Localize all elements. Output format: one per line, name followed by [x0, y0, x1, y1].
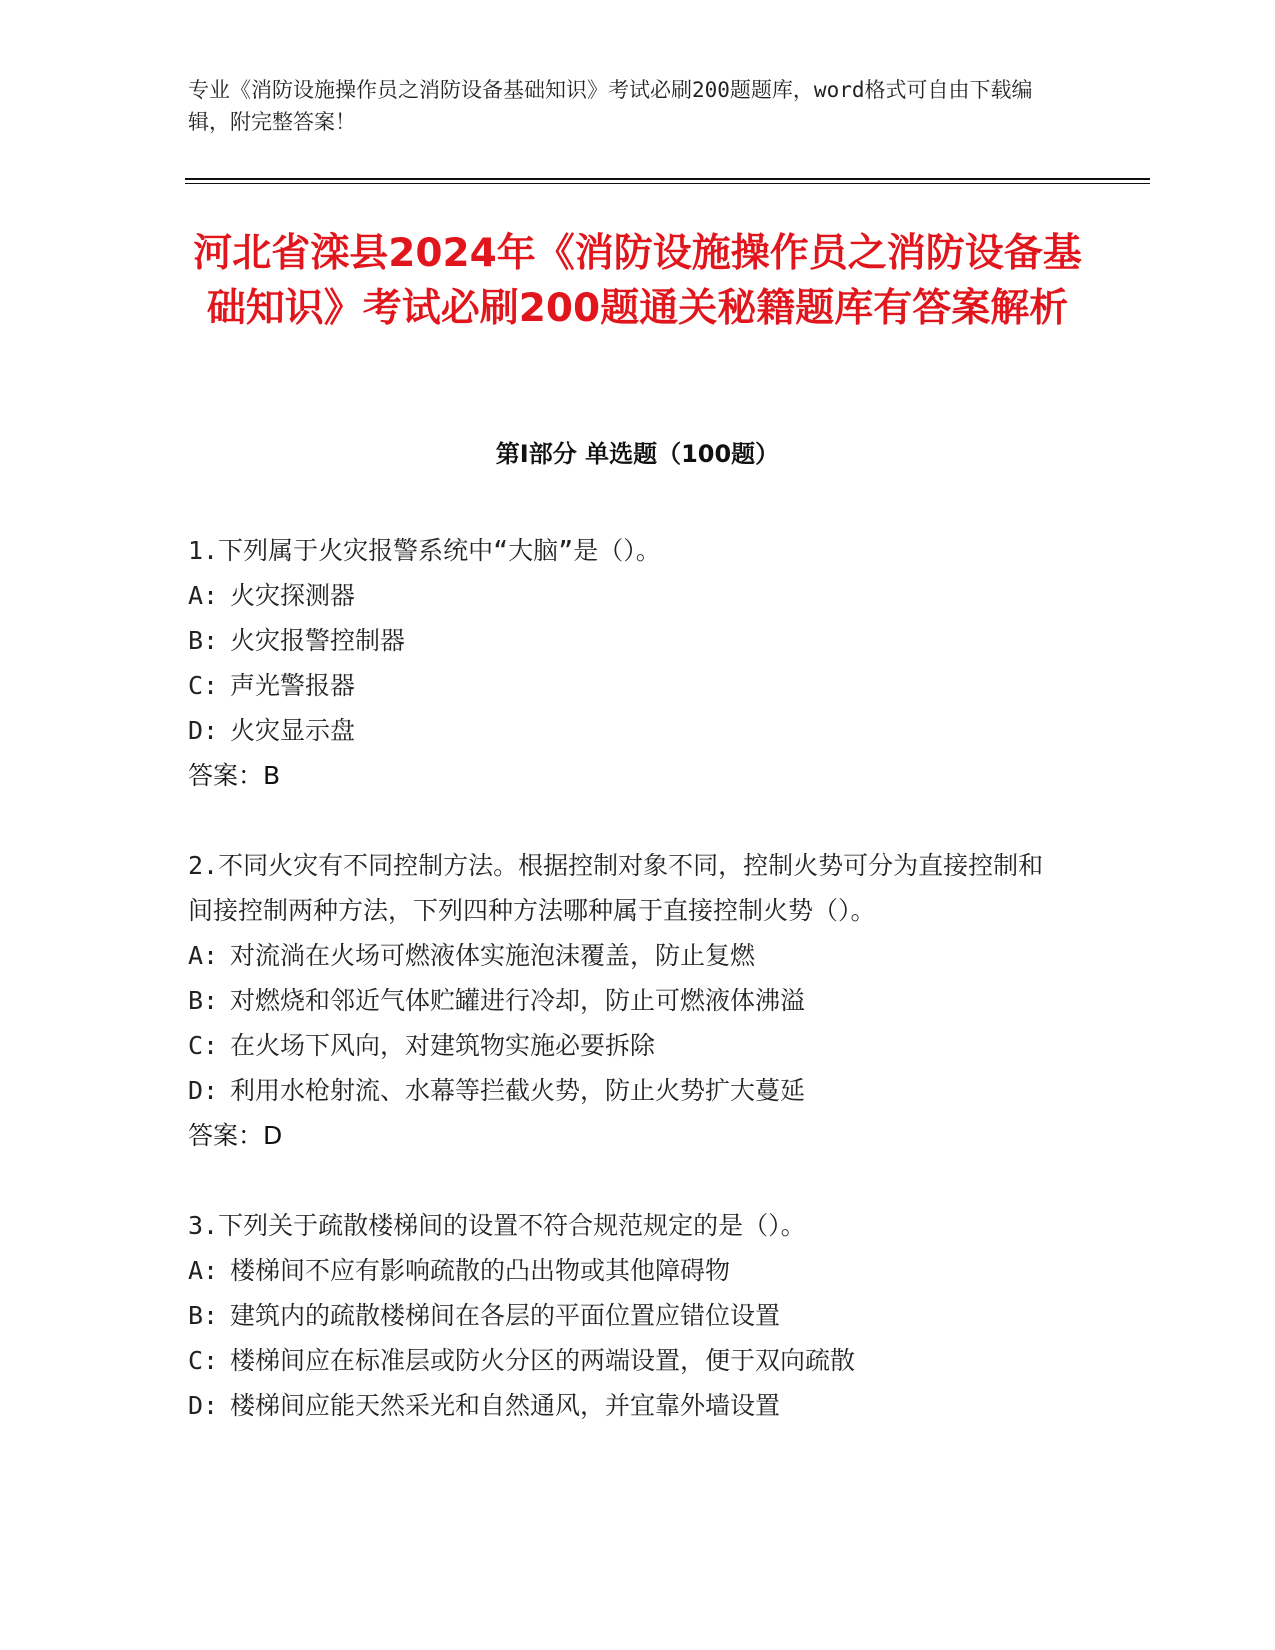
option-text: 火灾探测器	[230, 581, 356, 610]
option-b	[188, 978, 1068, 1023]
question-stem: 1.下列属于火灾报警系统中“大脑”是（）。	[188, 536, 661, 565]
header-divider-thin	[185, 183, 1150, 184]
option-text: 楼梯间应能天然采光和自然通风，并宜靠外墙设置	[230, 1391, 781, 1420]
option-text: 利用水枪射流、水幕等拦截火势，防止火势扩大蔓延	[230, 1076, 806, 1105]
option-a	[188, 1248, 1068, 1293]
option-text: 楼梯间不应有影响疏散的凸出物或其他障碍物	[230, 1256, 731, 1285]
header-note: 专业《消防设施操作员之消防设备基础知识》考试必刷200题题库，word格式可自由下载编辑，附完整答案！	[188, 78, 1033, 134]
section-title: 第Ⅰ部分 单选题（100题）	[495, 440, 780, 468]
option-a	[188, 573, 1068, 618]
option-letter: C:	[188, 671, 219, 700]
answer-line: 答案：D	[188, 1121, 283, 1150]
option-letter: A:	[188, 581, 219, 610]
question-stem: 3.下列关于疏散楼梯间的设置不符合规范规定的是（）。	[188, 1211, 806, 1240]
option-c	[188, 1338, 1068, 1383]
option-text: 楼梯间应在标准层或防火分区的两端设置，便于双向疏散	[230, 1346, 856, 1375]
option-letter: D:	[188, 1391, 219, 1420]
option-text: 对燃烧和邻近气体贮罐进行冷却，防止可燃液体沸溢	[230, 986, 806, 1015]
option-a	[188, 933, 1068, 978]
option-letter: B:	[188, 986, 219, 1015]
question-2	[188, 843, 1068, 1158]
option-b	[188, 618, 1068, 663]
option-c	[188, 663, 1068, 708]
option-b	[188, 1293, 1068, 1338]
option-letter: B:	[188, 626, 219, 655]
question-list	[188, 528, 1068, 1473]
option-text: 火灾显示盘	[230, 716, 356, 745]
option-text: 建筑内的疏散楼梯间在各层的平面位置应错位设置	[230, 1301, 781, 1330]
question-1	[188, 528, 1068, 798]
option-letter: B:	[188, 1301, 219, 1330]
option-c	[188, 1023, 1068, 1068]
option-text: 在火场下风向，对建筑物实施必要拆除	[230, 1031, 656, 1060]
question-stem: 2.不同火灾有不同控制方法。根据控制对象不同，控制火势可分为直接控制和间接控制两种方法，下列四种方法哪种属于直接控制火势（）。	[188, 851, 1044, 925]
option-text: 火灾报警控制器	[230, 626, 406, 655]
header-divider-thick	[185, 178, 1150, 180]
option-d	[188, 1383, 1068, 1428]
option-d	[188, 1068, 1068, 1113]
option-letter: C:	[188, 1031, 219, 1060]
option-letter: D:	[188, 1076, 219, 1105]
option-letter: A:	[188, 941, 219, 970]
option-letter: A:	[188, 1256, 219, 1285]
option-d	[188, 708, 1068, 753]
answer-line: 答案：B	[188, 761, 281, 790]
question-3	[188, 1203, 1068, 1428]
option-text: 对流淌在火场可燃液体实施泡沫覆盖，防止复燃	[230, 941, 756, 970]
document-title: 河北省滦县2024年《消防设施操作员之消防设备基础知识》考试必刷200题通关秘籍题库有答案解析	[193, 231, 1082, 331]
option-letter: D:	[188, 716, 219, 745]
option-letter: C:	[188, 1346, 219, 1375]
option-text: 声光警报器	[230, 671, 356, 700]
